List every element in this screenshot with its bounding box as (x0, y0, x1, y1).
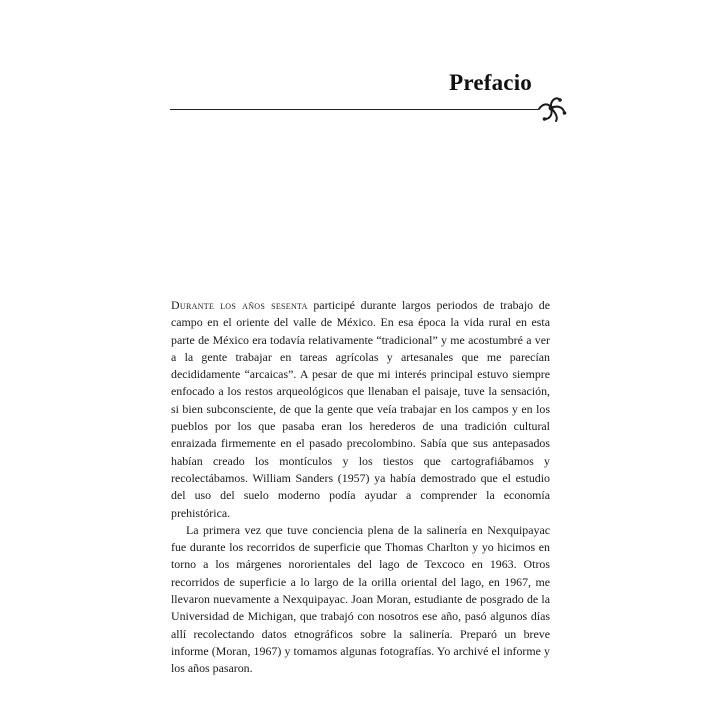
body-text (171, 297, 550, 678)
paragraph-2 (171, 522, 550, 678)
paragraph-1-text: participé durante largos periodos de trabajo de campo en el oriente del valle de México. En esa época la vida rural en esta parte de México era todavía relativamente “tradicional” y me acostumbré a ver a la gente trabajar en tareas agrícolas y artesanales que me parecían decididamente “arcaicas”. A pesar de que mi interés principal estuvo siempre enfocado a los restos arqueológicos que llenaban el paisaje, tuve la sensación, si bien subconsciente, de que la gente que veía trabajar en los campos y en los pueblos por los que pasaba eran los herederos de una tradición cultural enraizada firmemente en el pasado precolombino. Sabía que sus antepasados habían creado los montículos y los tiestos que cartografiábamos y recolectábamos. William Sanders (1957) ya había demostrado que el estudio del uso del suelo moderno podía ayudar a comprender la economía prehistórica. (171, 298, 551, 520)
page-title: Prefacio (449, 70, 532, 95)
paragraph-1-lead: Durante los años sesenta (171, 298, 308, 312)
paragraph-2-text: La primera vez que tuve conciencia plena de la salinería en Nexquipayac fue durante los recorridos de superficie que Thomas Charlton y yo hicimos en torno a los márgenes nororientales del lago de Texcoco en 1963. Otros recorridos de superficie a lo largo de la orilla oriental del lago, en 1967, me llevaron nuevamente a Nexquipayac. Joan Moran, estudiante de posgrado de la Universidad de Michigan, que trabajó con nosotros ese año, pasó algunos días allí recolectando datos etnográficos sobre la salinería. Preparó un breve informe (Moran, 1967) y tomamos algunas fotografías. Yo archivé el informe y los años pasaron. (171, 522, 550, 676)
paragraph-1 (171, 297, 550, 522)
title-rule (170, 109, 538, 110)
floral-ornament-icon (536, 95, 570, 123)
